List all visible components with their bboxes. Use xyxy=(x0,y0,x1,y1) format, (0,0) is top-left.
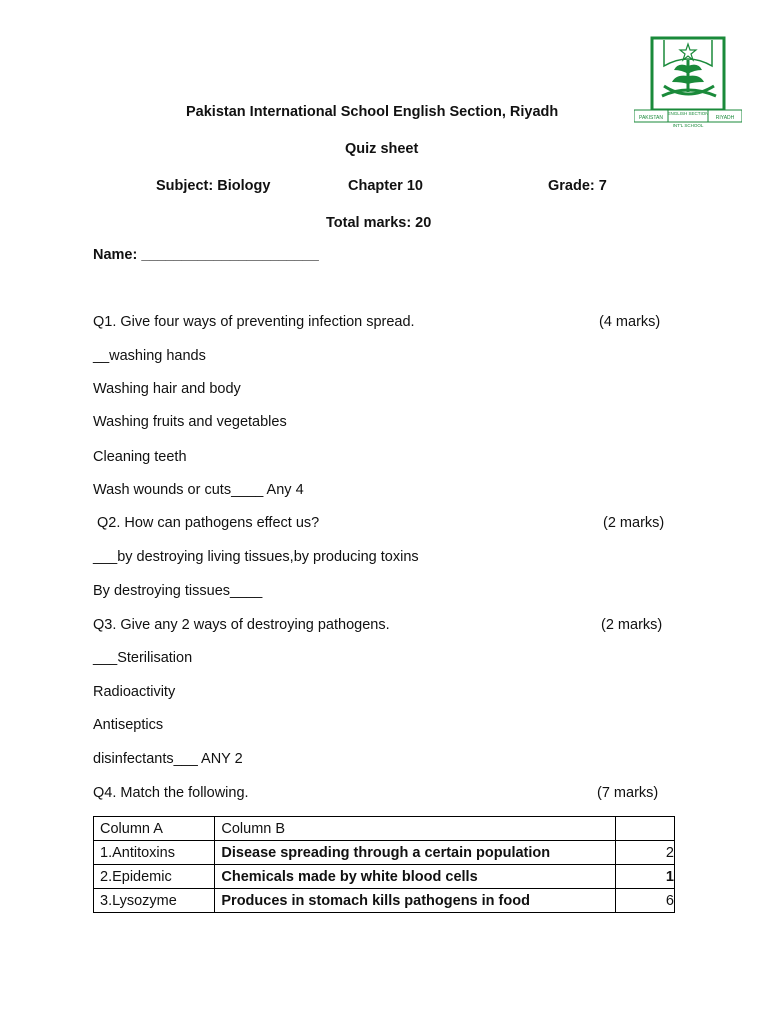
column-b-cell: Chemicals made by white blood cells xyxy=(215,865,616,889)
q1-answer: __washing hands xyxy=(93,348,206,364)
table-row xyxy=(94,889,675,913)
answer-number-cell: 2 xyxy=(616,841,675,865)
q3-answer: ___Sterilisation xyxy=(93,650,193,666)
q4-marks: (7 marks) xyxy=(597,785,659,801)
column-b-header: Column B xyxy=(215,817,616,841)
column-a-cell: 3.Lysozyme xyxy=(94,889,215,913)
answer-number-cell: 1 xyxy=(616,865,675,889)
q2-marks: (2 marks) xyxy=(603,515,665,531)
table-row xyxy=(94,865,675,889)
q3-answer: Antiseptics xyxy=(93,717,164,733)
q1-answer: Cleaning teeth xyxy=(93,449,187,465)
grade-label: Grade: 7 xyxy=(548,178,607,194)
q1-answer: Washing hair and body xyxy=(93,381,241,397)
q1-answer: Washing fruits and vegetables xyxy=(93,414,287,430)
column-a-cell: 2.Epidemic xyxy=(94,865,215,889)
chapter-label: Chapter 10 xyxy=(348,178,423,194)
q1-marks: (4 marks) xyxy=(599,314,661,330)
match-table xyxy=(93,816,675,913)
column-a-cell: 1.Antitoxins xyxy=(94,841,215,865)
q2-answer: ___by destroying living tissues,by producing toxins xyxy=(93,549,419,565)
q3-answer: disinfectants___ ANY 2 xyxy=(93,751,243,767)
q1-question: Q1. Give four ways of preventing infection spread. xyxy=(93,314,415,330)
q3-answer: Radioactivity xyxy=(93,684,176,700)
total-marks: Total marks: 20 xyxy=(326,215,432,231)
column-b-cell: Disease spreading through a certain population xyxy=(215,841,616,865)
logo-banner-bottom: INT'L SCHOOL xyxy=(672,123,704,128)
subject-label: Subject: Biology xyxy=(156,178,271,194)
q3-marks: (2 marks) xyxy=(601,617,663,633)
number-header xyxy=(616,817,675,841)
school-logo xyxy=(634,36,742,130)
sheet-title: Quiz sheet xyxy=(345,141,419,157)
q4-question: Q4. Match the following. xyxy=(93,785,249,801)
name-field: Name: ______________________ xyxy=(93,247,319,263)
q3-question: Q3. Give any 2 ways of destroying pathogens. xyxy=(93,617,390,633)
q2-question: Q2. How can pathogens effect us? xyxy=(97,515,320,531)
logo-banner-mid: ENGLISH SECTION xyxy=(667,111,709,116)
column-b-cell: Produces in stomach kills pathogens in food xyxy=(215,889,616,913)
logo-banner-left: PAKISTAN xyxy=(639,115,663,121)
table-row xyxy=(94,841,675,865)
table-header-row xyxy=(94,817,675,841)
answer-number-cell: 6 xyxy=(616,889,675,913)
q1-answer: Wash wounds or cuts____ Any 4 xyxy=(93,482,304,498)
q2-answer: By destroying tissues____ xyxy=(93,583,263,599)
school-name: Pakistan International School English Section, Riyadh xyxy=(186,104,559,120)
logo-banner-right: RIYADH xyxy=(715,115,735,121)
column-a-header: Column A xyxy=(94,817,215,841)
